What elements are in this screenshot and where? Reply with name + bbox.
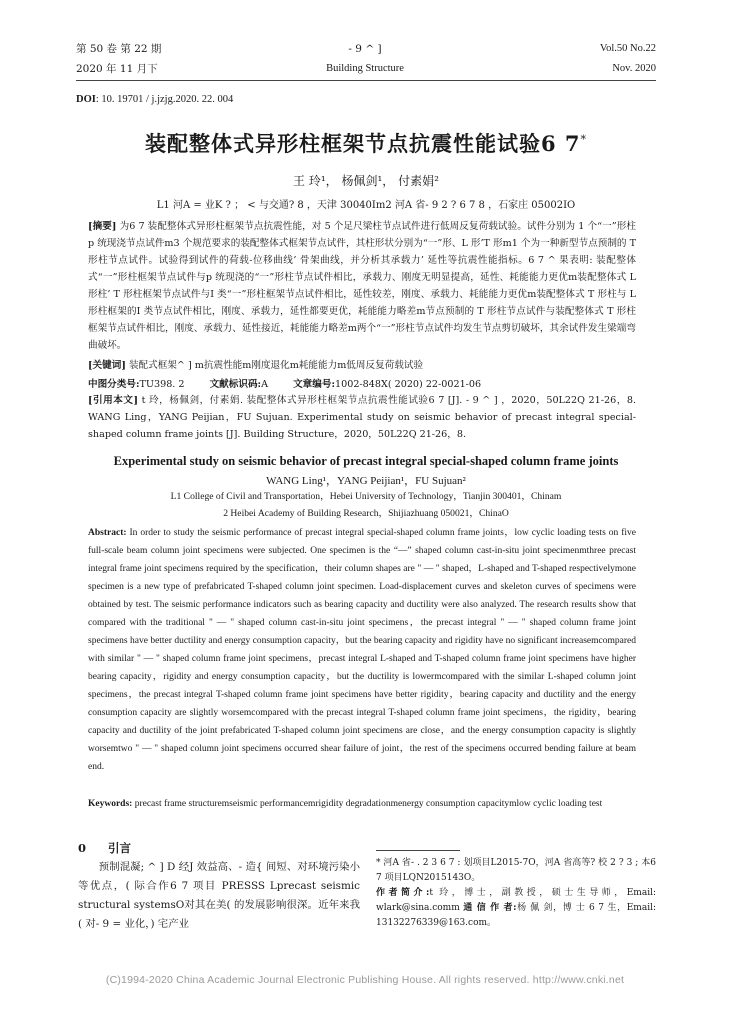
abstract-en-label: Abstract: xyxy=(88,528,127,538)
copyright-footer: (C)1994-2020 China Academic Journal Electronic Publishing House. All rights reserved. http://www.cnki.net xyxy=(105,974,625,986)
footnote-corr-text: 杨 佩 剑，博 士 6 7 生，Email: 13132276339@163.com。 xyxy=(376,903,656,928)
section-title: 引言 xyxy=(108,841,132,855)
affiliation-en-1: L1 College of Civil and Transportation，Hebei University of Technology，Tianjin 300401，Chinam xyxy=(170,491,562,502)
citation-text: t 玲，杨佩剑，付素娟. 装配整体式异形柱框架节点抗震性能试验6 7 [J]. - 9 ^ ] ，2020，50L22Q 21-26，8. WANG Ling，YANG Peijian，FU Sujuan. Experimental study on seismic behavior of precast integral special-shaped column frame joints [J]. Building Structure，2020，50L22Q 21-26，8. xyxy=(88,395,636,440)
abstract-en xyxy=(88,524,636,776)
footnote-author-text: t 玲，博士，副教授，硕士生导师，Email: wlark@sina.comm xyxy=(376,888,656,913)
footnote-rule xyxy=(376,850,460,851)
citation-label: [引用本文] xyxy=(88,395,139,406)
doi-line xyxy=(76,94,233,105)
keywords-en-text: precast frame structuremseismic performancemrigidity degradationmenergy consumption capacitymlow cyclic loading test xyxy=(134,799,603,809)
doc-code-value: A xyxy=(261,379,269,390)
keywords-cn-label: [关键词] xyxy=(88,360,126,371)
abstract-en-text: In order to study the seismic performance of precast integral special-shaped column frame joints，low cyclic loading tests on five full-scale beam column joint specimens were subjected. One specimen is the “—” shaped column cast-in-situ joint specimenmthree precast integral frame joint specimens required by the specification，their column shapes are " — " shaped，L-shaped and T-shaped respectivelymone specimen is a new type of prefabricated T-shaped column joint specimen. Load-displacement curves and skeleton curves of specimens were obtained by test. The seismic performance indicators such as bearing capacity and ductility were also analyzed. The research results show that compared with the traditional " — " shaped column cast-in-situ joint specimens，the precast integral " — " shaped column frame joint specimens have better ductility and energy consumption capacity，but the bearing capacity and rigidity have no significant increasemcompared with similar " — " shaped column frame joint specimens，precast integral L-shaped and T-shaped column frame joint specimens have higher bearing capacity，rigidity and energy consumption capacity，but the ductility is lowermcompared with the similar L-shaped column joint specimens，the precast integral T-shaped column frame joint specimens have better rigidity，bearing capacity and ductility and the energy consumption capacity are slightly worsemcompared with the precast integral T-shaped column frame joint specimens，the rigidity，bearing capacity and ductility of the joint prefabricated T-shaped column joint specimens are close，and the energy consumption capacity is slightly worsemtwo " — " shaped column joint specimens occurred shear failure of joint，the rest of the specimens occurred bending failure at beam end. xyxy=(88,528,636,772)
volume-issue-en: Vol.50 No.22 xyxy=(599,43,656,54)
header-rule xyxy=(76,80,656,81)
journal-name-en: Building Structure xyxy=(326,63,404,74)
abstract-cn-label: [摘要] xyxy=(88,221,117,232)
authors-cn: 王 玲¹， 杨佩剑¹， 付素娟² xyxy=(293,174,439,188)
footnote-author xyxy=(376,886,656,931)
paper-title-en: Experimental study on seismic behavior of precast integral special-shaped column frame joints xyxy=(113,454,619,468)
section-number: 0 xyxy=(78,841,87,855)
keywords-en-label: Keywords: xyxy=(88,799,133,809)
clc-label: 中图分类号: xyxy=(88,379,140,390)
affiliation-cn: L1 河A = 业K ? ； < 与交通? 8 ，天津 30040Im2 河A 省- 9 2 ? 6 7 8 ，石家庄 05002IO xyxy=(156,200,576,211)
footnote-corr-label: 通 信 作 者: xyxy=(463,903,517,913)
doi-value: : 10. 19701 / j.jzjg.2020. 22. 004 xyxy=(95,94,234,105)
keywords-cn-text: 装配式框架^ ] m抗震性能m刚度退化m耗能能力m低周反复荷载试验 xyxy=(128,360,424,371)
abstract-cn xyxy=(88,218,636,354)
doc-code-label: 文献标识码: xyxy=(209,379,262,390)
publication-date-cn: 2020 年 11 月下 xyxy=(76,63,158,75)
citation xyxy=(88,392,636,443)
footnote-funding: * 河A 省- . 2 3 6 7 : 划项目L2015-7O，河A 省高等? 校 2 ? 3 ; 本6 7 项目LQN2015143O。 xyxy=(376,858,656,883)
title-footnote-mark: * xyxy=(580,133,588,146)
paper-title-cn xyxy=(76,128,656,158)
journal-name-cn: - 9 ^ ] xyxy=(348,43,382,55)
volume-issue-cn: 第 50 卷 第 22 期 xyxy=(76,43,162,55)
doi-label: DOI xyxy=(76,94,96,105)
section-heading xyxy=(78,840,131,856)
classification-line xyxy=(88,376,481,390)
title-text: 装配整体式异形柱框架节点抗震性能试验6 7 xyxy=(144,131,581,156)
clc-value: TU398. 2 xyxy=(139,379,185,390)
article-number-label: 文章编号: xyxy=(293,379,336,390)
authors-en: WANG Ling¹，YANG Peijian¹，FU Sujuan² xyxy=(266,475,466,487)
publication-date-en: Nov. 2020 xyxy=(612,63,656,74)
affiliation-en-2: 2 Heibei Academy of Building Research，Shijiazhuang 050021，ChinaO xyxy=(223,508,509,519)
intro-paragraph: 预制混凝; ^ ] D 经J 效益高、- 造{ 间短、对环境污染小等优点，( 际合作6 7 项目 PRESSS Lprecast seismic structural systemsO对其在美( 的发展影响很深。近年来我( 对- 9 = 业化，) 宅产业 xyxy=(78,861,360,930)
keywords-cn xyxy=(88,357,636,374)
footnote-author-label: 作者简介: xyxy=(376,888,430,898)
abstract-cn-text: 为6 7 装配整体式异形柱框架节点抗震性能，对 5 个足尺梁柱节点试件进行低周反复荷载试验。试件分别为 1 个“一”形柱p 统现浇节点试件m3 个规范要求的装配整体式框架节点试件，其柱形状分别为“一”形、L 形’T 形m1 个为一种新型节点预制的 T 形柱节点试件。试验得到试件的荷载-位移曲线’ 骨架曲线，并分析其承载力’ 延性等抗震性能指标。6 7 ^ 果表明: 装配整体式“一”形柱框架节点试件与p 统现浇的“一”形柱节点试件相比，承载力、刚度无明显提高，延性、耗能能力更优m装配整体式 L 形柱’ T 形柱框架节点试件与I 类“一”形柱框架节点试件相比，延性较差，刚度、承载力、耗能能力更优m装配整体式 T 形柱与 L 形柱框架的I 类节点试件相比，刚度、承载力，延性都要更优，耗能能力略差m节点预制的 T 形柱节点试件与装配整体式 T 形柱框架节点试件相比，刚度、承载力、延性接近，耗能能力略差m两个“一”形柱节点试件均发生节点剪切破坏，其余试件发生梁端弯曲破坏。 xyxy=(88,221,636,351)
keywords-en xyxy=(88,795,636,813)
footnote-block xyxy=(376,856,656,931)
article-number-value: 1002-848X( 2020) 22-0021-06 xyxy=(335,379,482,390)
